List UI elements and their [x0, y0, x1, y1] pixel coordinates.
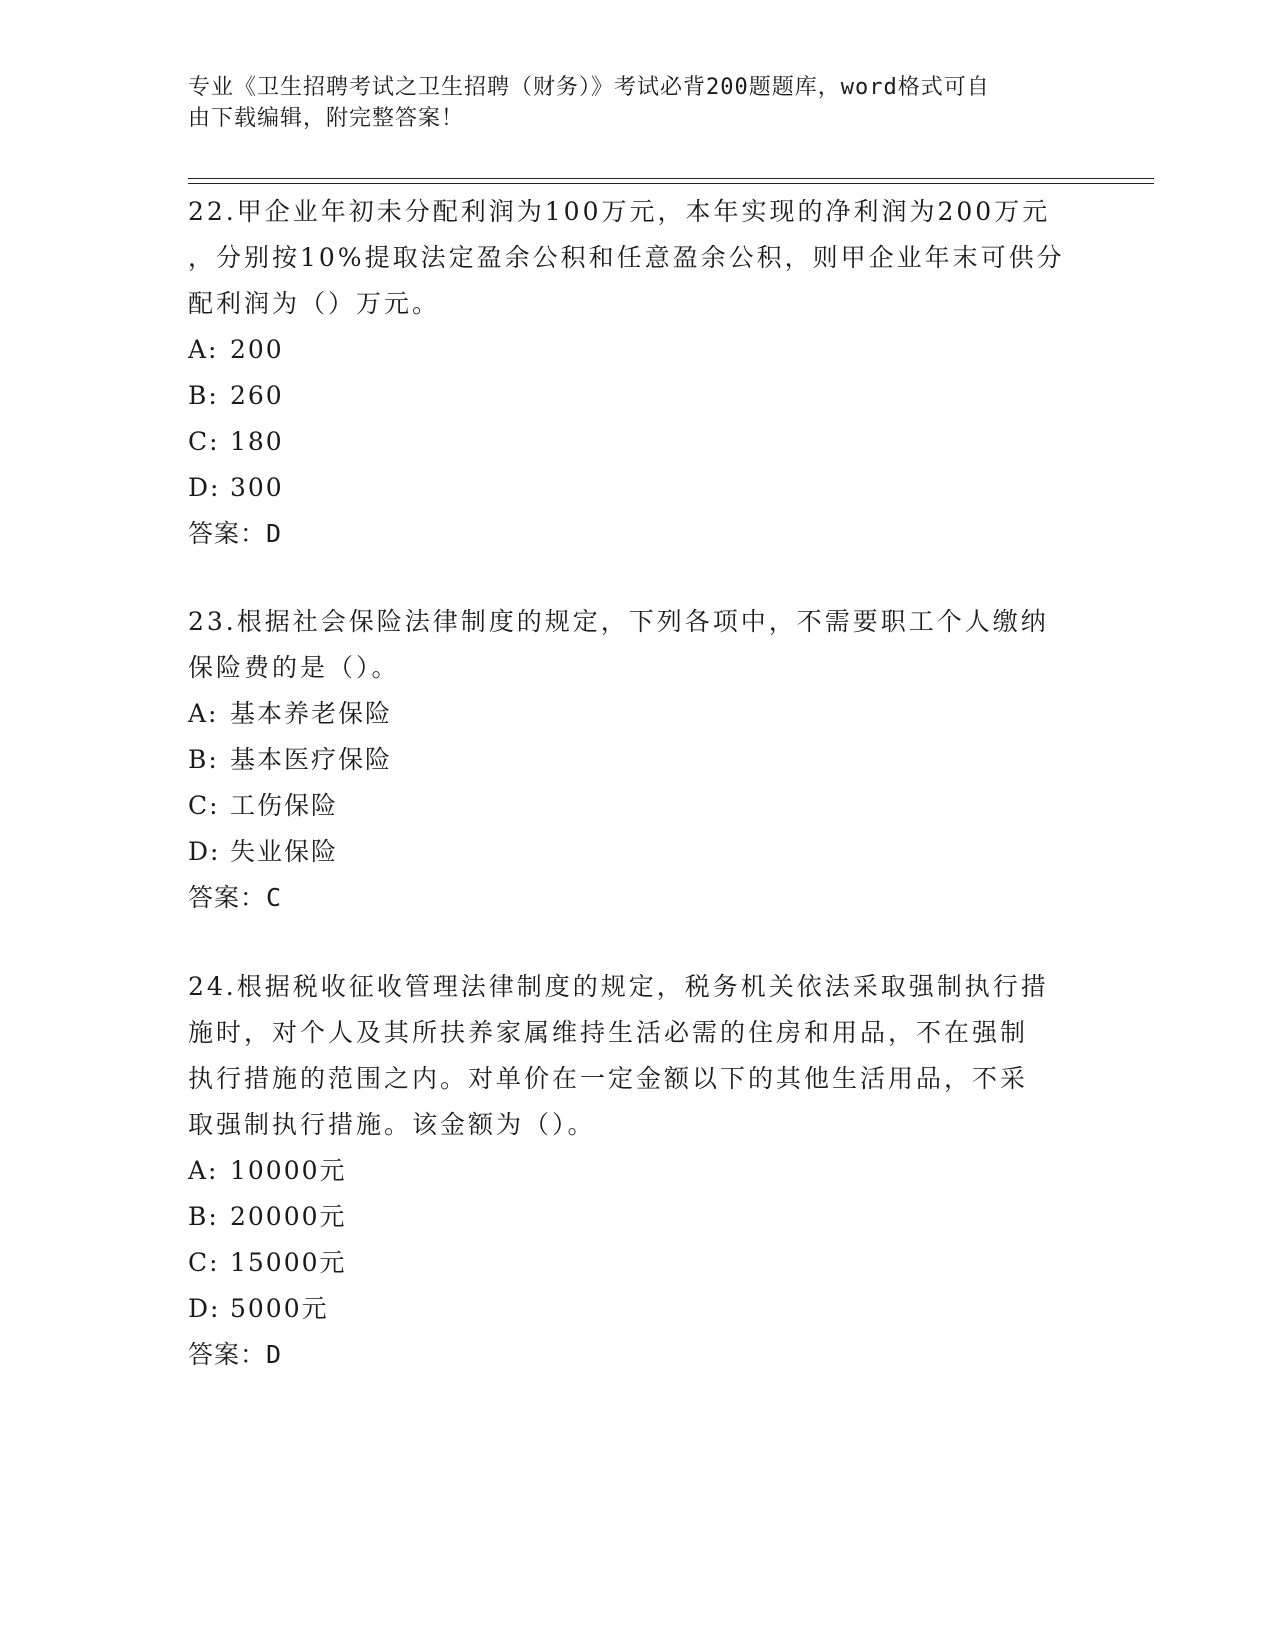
option-key: A:: [188, 335, 219, 364]
question-text-line: 施时，对个人及其所扶养家属维持生活必需的住房和用品，不在强制: [188, 1018, 1029, 1047]
option-text: 260: [230, 381, 284, 410]
option-text: 5000元: [230, 1294, 329, 1323]
option-key: B:: [188, 1202, 219, 1231]
option-a: [188, 691, 1088, 737]
question-text-line: 24.根据税收征收管理法律制度的规定，税务机关依法采取强制执行措: [188, 972, 1049, 1001]
question-text-line: ，分别按10%提取法定盈余公积和任意盈余公积，则甲企业年末可供分: [188, 243, 1065, 272]
option-text: 300: [230, 473, 284, 502]
document-header: [188, 72, 1078, 134]
header-divider-top: [188, 178, 1154, 179]
question-text-line: 23.根据社会保险法律制度的规定，下列各项中，不需要职工个人缴纳: [188, 607, 1049, 636]
header-line-2: 由下载编辑，附完整答案！: [188, 106, 465, 131]
option-text: 工伤保险: [230, 791, 339, 820]
option-c: [188, 1240, 1088, 1286]
option-text: 20000元: [230, 1202, 347, 1231]
option-d: [188, 829, 1088, 875]
option-key: D:: [188, 1294, 221, 1323]
option-text: 失业保险: [230, 837, 339, 866]
option-a: [188, 327, 1088, 373]
option-key: A:: [188, 1156, 219, 1185]
option-text: 180: [230, 427, 284, 456]
option-text: 基本医疗保险: [230, 745, 393, 774]
option-key: B:: [188, 745, 219, 774]
question-text-line: 执行措施的范围之内。对单价在一定金额以下的其他生活用品，不采: [188, 1064, 1029, 1093]
option-key: A:: [188, 699, 219, 728]
option-d: [188, 465, 1088, 511]
header-line-1: 专业《卫生招聘考试之卫生招聘（财务）》考试必背200题题库，word格式可自: [188, 75, 990, 100]
question-text-line: 取强制执行措施。该金额为（）。: [188, 1110, 596, 1139]
option-c: [188, 783, 1088, 829]
option-text: 基本养老保险: [230, 699, 393, 728]
option-b: [188, 1194, 1088, 1240]
option-key: D:: [188, 837, 221, 866]
option-key: D:: [188, 473, 221, 502]
option-text: 10000元: [230, 1156, 347, 1185]
option-a: [188, 1148, 1088, 1194]
answer-line: 答案：C: [188, 883, 283, 912]
option-b: [188, 373, 1088, 419]
option-key: C:: [188, 791, 220, 820]
option-c: [188, 419, 1088, 465]
option-key: C:: [188, 427, 220, 456]
question-text-line: 配利润为（）万元。: [188, 289, 441, 318]
option-d: [188, 1286, 1088, 1332]
question-text-line: 22.甲企业年初未分配利润为100万元，本年实现的净利润为200万元: [188, 197, 1051, 226]
answer-line: 答案：D: [188, 1340, 283, 1369]
option-b: [188, 737, 1088, 783]
answer-line: 答案：D: [188, 519, 283, 548]
question-24: [188, 964, 1088, 1378]
option-text: 15000元: [230, 1248, 347, 1277]
question-23: [188, 599, 1088, 921]
option-key: B:: [188, 381, 219, 410]
option-text: 200: [230, 335, 284, 364]
option-key: C:: [188, 1248, 220, 1277]
question-text-line: 保险费的是（）。: [188, 653, 400, 682]
question-22: [188, 189, 1088, 557]
header-divider-bottom: [188, 183, 1154, 184]
